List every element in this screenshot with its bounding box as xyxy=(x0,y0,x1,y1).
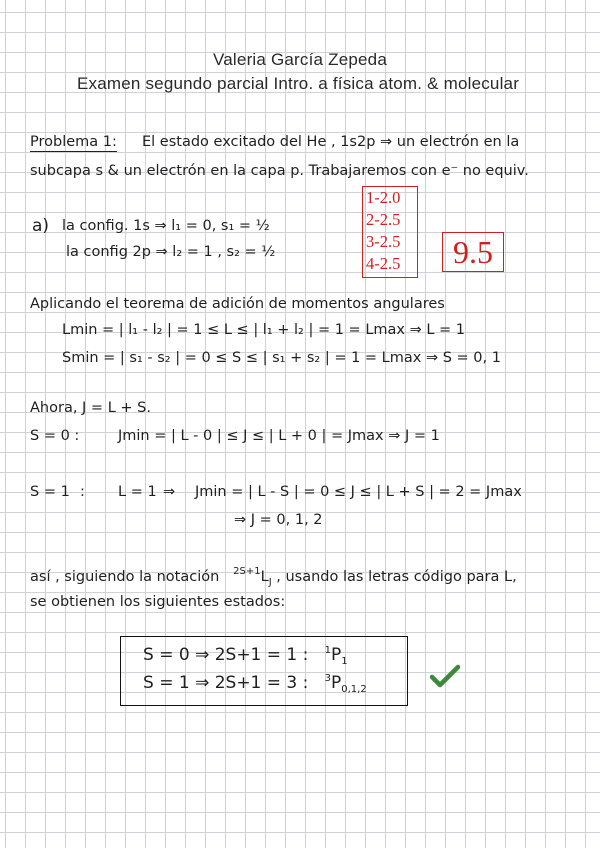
exam-title: Examen segundo parcial Intro. a física atom. & molecular xyxy=(77,74,520,93)
smin-line: Smin = | s₁ - s₂ | = 0 ≤ S ≤ | s₁ + s₂ | = 1 = Lmax ⇒ S = 0, 1 xyxy=(62,350,501,366)
states-intro-line: se obtienen los siguientes estados: xyxy=(30,594,286,610)
grade-item-2: 2-2.5 xyxy=(366,210,401,229)
notation-superscript: 2S+1 xyxy=(233,566,261,577)
notation-pre: así , siguiendo la notación xyxy=(30,569,220,585)
s1-L-value: L = 1 xyxy=(118,484,157,500)
grade-total-box: 9.5 xyxy=(442,232,504,272)
problem-title xyxy=(30,134,117,150)
grade-item-4: 4-2.5 xyxy=(366,254,401,273)
notation-subscript: J xyxy=(268,577,272,588)
s1-result: ⇒ J = 0, 1, 2 xyxy=(234,512,323,528)
answer-row-2-base: P xyxy=(330,673,342,693)
notation-base: L xyxy=(260,569,269,585)
author-name: Valeria García Zepeda xyxy=(213,50,387,69)
notation-post: , usando las letras código para L, xyxy=(276,569,517,585)
answer-box xyxy=(120,636,408,706)
grade-item-3: 3-2.5 xyxy=(366,232,401,251)
answer-row-2-lhs: S = 1 ⇒ 2S+1 = 3 : xyxy=(143,673,309,693)
answer-row-1 xyxy=(143,645,348,667)
s0-equation: Jmin = | L - 0 | ≤ J ≤ | L + 0 | = Jmax ⇒ J = 1 xyxy=(118,428,440,444)
grade-item-1: 1-2.0 xyxy=(366,188,401,207)
s1-separator: : xyxy=(80,484,85,500)
problem-intro-line2: subcapa s & un electrón en la capa p. Trabajaremos con e⁻ no equiv. xyxy=(30,163,529,179)
answer-row-1-sub: 1 xyxy=(341,656,348,667)
notation-line xyxy=(30,566,517,588)
theorem-line: Aplicando el teorema de adición de momentos angulares xyxy=(30,296,445,312)
ahora-line: Ahora, J = L + S. xyxy=(30,400,151,416)
s1-equation: Jmin = | L - S | = 0 ≤ J ≤ | L + S | = 2 = Jmax xyxy=(195,484,522,500)
answer-row-1-base: P xyxy=(330,645,342,665)
answer-row-2-sup: 3 xyxy=(324,673,331,684)
answer-row-2-sub: 0,1,2 xyxy=(341,684,367,695)
problem-intro-line1: El estado excitado del He , 1s2p ⇒ un electrón en la xyxy=(142,134,520,150)
answer-row-1-sup: 1 xyxy=(324,645,331,656)
check-icon xyxy=(430,664,460,692)
part-a-line2: la config 2p ⇒ l₂ = 1 , s₂ = ½ xyxy=(66,244,276,260)
answer-row-2 xyxy=(143,673,367,695)
problem-title-text: Problema 1: xyxy=(30,134,117,150)
grade-breakdown-box xyxy=(362,186,418,278)
lmin-line: Lmin = | l₁ - l₂ | = 1 ≤ L ≤ | l₁ + l₂ | = 1 = Lmax ⇒ L = 1 xyxy=(62,322,466,338)
part-a-label: a) xyxy=(32,216,50,236)
s0-label: S = 0 : xyxy=(30,428,80,444)
s1-arrow: ⇒ xyxy=(163,484,176,500)
s1-label: S = 1 xyxy=(30,484,70,500)
part-a-line1: la config. 1s ⇒ l₁ = 0, s₁ = ½ xyxy=(62,218,270,234)
answer-row-1-lhs: S = 0 ⇒ 2S+1 = 1 : xyxy=(143,645,309,665)
